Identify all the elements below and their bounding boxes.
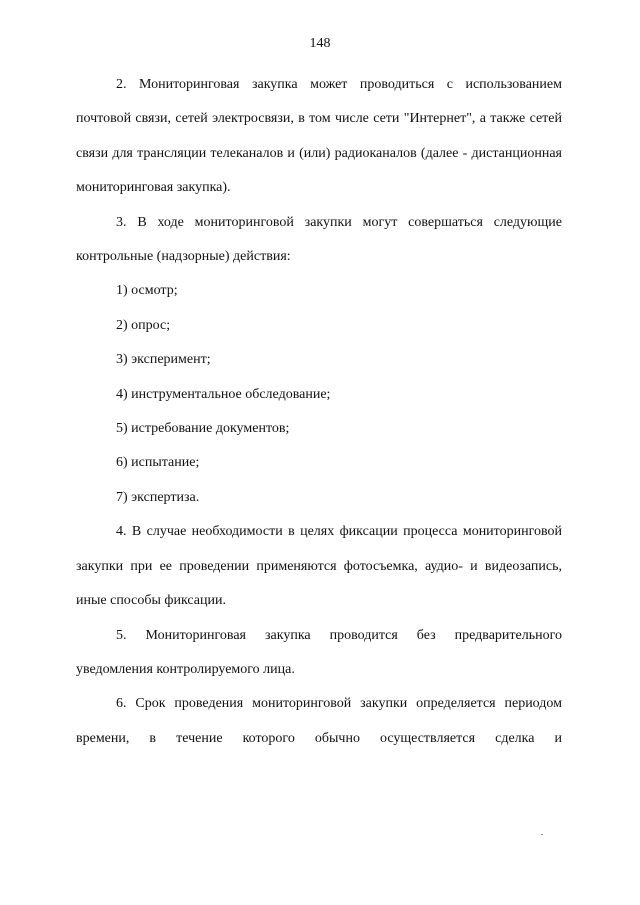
page-number: 148 — [309, 36, 331, 51]
list-item: 4) инструментальное обследование; — [116, 386, 331, 402]
paragraph-6: 6. Срок проведения мониторинговой закупки определяется периодом времени, в течение которого обычно осуществляется сделка и — [76, 696, 562, 746]
list-item: 1) осмотр; — [116, 283, 178, 299]
paragraph-4: 4. В случае необходимости в целях фиксации процесса мониторинговой закупки при ее проведении применяются фотосъемка, аудио- и видеозапись, иные способы фиксации. — [76, 524, 562, 609]
list-item: 7) экспертиза. — [116, 489, 200, 505]
paragraph-3: 3. В ходе мониторинговой закупки могут совершаться следующие контрольные (надзорные) действия: — [76, 214, 562, 265]
list-item: 3) эксперимент; — [116, 352, 211, 368]
actions-list — [76, 274, 562, 515]
document-body — [76, 68, 562, 756]
list-item: 5) истребование документов; — [116, 421, 290, 437]
list-item: 2) опрос; — [116, 317, 171, 333]
paragraph-2: 2. Мониторинговая закупка может проводиться с использованием почтовой связи, сетей электросвязи, в том числе сети "Интернет", а также сетей связи для трансляции телеканалов и (или) радиоканалов (далее - дистанционная мониторинговая закупка). — [76, 77, 562, 196]
list-item: 6) испытание; — [116, 455, 200, 471]
paragraph-5: 5. Мониторинговая закупка проводится без предварительного уведомления контролируемого лица. — [76, 627, 562, 677]
scan-speck — [541, 834, 543, 835]
